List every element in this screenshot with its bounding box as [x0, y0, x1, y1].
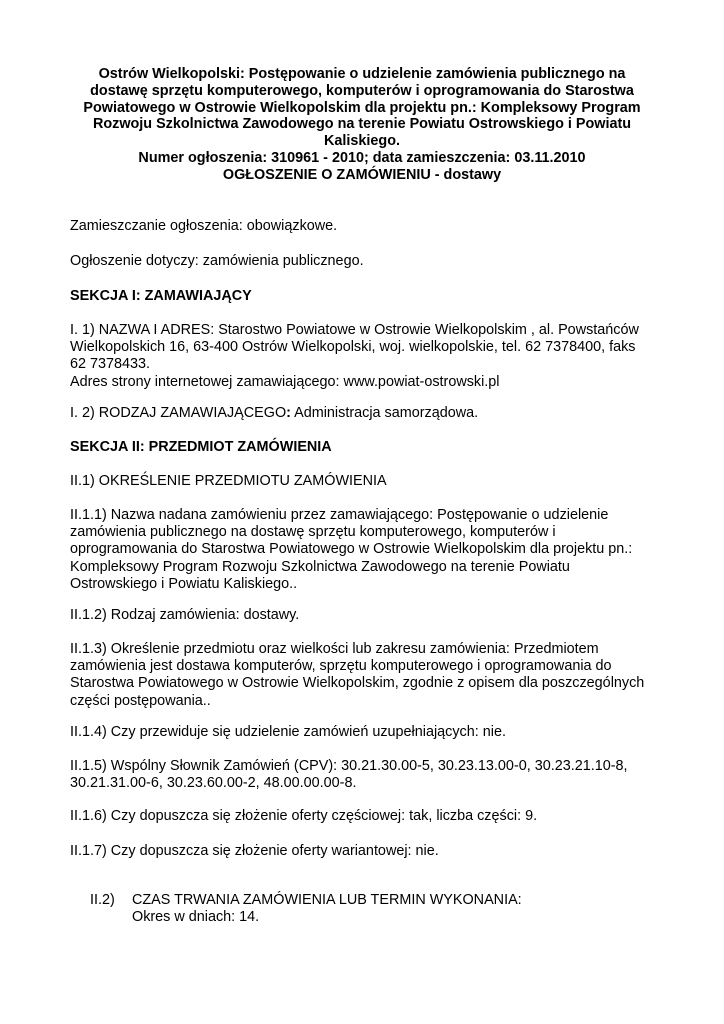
item-line: II.1.3) Określenie przedmiotu oraz wielkości lub zakresu zamówienia: Przedmiotem: [70, 641, 599, 657]
publication-mandatory: Zamieszczanie ogłoszenia: obowiązkowe.: [70, 218, 338, 234]
title-line: Ostrów Wielkopolski: Postępowanie o udzielenie zamówienia publicznego na: [98, 66, 626, 82]
item-line: Starostwa Powiatowego w Ostrowie Wielkopolskim, zgodnie z opisem dla poszczególnych: [70, 675, 645, 692]
title-line: Rozwoju Szkolnictwa Zawodowego na terenie Powiatu Ostrowskiego i Powiatu: [92, 116, 632, 133]
contracting-authority-address: [70, 322, 654, 391]
authority-type-value: Administracja samorządowa.: [290, 405, 479, 421]
section-2-heading: SEKCJA II: PRZEDMIOT ZAMÓWIENIA: [70, 439, 332, 455]
item-2-1-1: [70, 507, 654, 593]
address-line: Wielkopolskich 16, 63-400 Ostrów Wielkopolski, woj. wielkopolskie, tel. 62 7378400, faks: [70, 339, 636, 356]
subject-heading: II.1) OKREŚLENIE PRZEDMIOTU ZAMÓWIENIA: [70, 473, 387, 489]
item-line: 30.21.31.00-6, 30.23.60.00-2, 48.00.00.00-8.: [70, 775, 357, 792]
notice-number: Numer ogłoszenia: 310961 - 2010; data zamieszczenia: 03.11.2010: [138, 149, 586, 166]
item-2-2-number: II.2): [90, 892, 115, 908]
address-line: 62 7378433.: [70, 356, 151, 373]
authority-type-label: I. 2) RODZAJ ZAMAWIAJĄCEGO: [70, 405, 287, 421]
notice-header: [70, 66, 654, 184]
item-line: oprogramowania do Starostwa Powiatowego w Ostrowie Wielkopolskim dla projektu pn.:: [70, 541, 633, 558]
section-1-heading: SEKCJA I: ZAMAWIAJĄCY: [70, 288, 252, 304]
title-line: Powiatowego w Ostrowie Wielkopolskim dla projektu pn.: Kompleksowy Program: [83, 99, 641, 116]
item-line: II.1.1) Nazwa nadana zamówieniu przez zamawiającego: Postępowanie o udzielenie: [70, 507, 609, 523]
notice-concerns: Ogłoszenie dotyczy: zamówienia publicznego.: [70, 253, 364, 269]
item-line: części postępowania..: [70, 692, 211, 709]
item-line: Kompleksowy Program Rozwoju Szkolnictwa Zawodowego na terenie Powiatu: [70, 558, 570, 575]
item-2-1-7: II.1.7) Czy dopuszcza się złożenie oferty wariantowej: nie.: [70, 843, 439, 859]
address-line: I. 1) NAZWA I ADRES: Starostwo Powiatowe w Ostrowie Wielkopolskim , al. Powstańców: [70, 322, 639, 338]
item-2-1-4: II.1.4) Czy przewiduje się udzielenie zamówień uzupełniających: nie.: [70, 724, 506, 740]
website-line: Adres strony internetowej zamawiającego: www.powiat-ostrowski.pl: [70, 373, 500, 390]
item-2-1-3: [70, 641, 654, 710]
item-2-2-heading: CZAS TRWANIA ZAMÓWIENIA LUB TERMIN WYKONANIA:: [132, 892, 522, 908]
item-2-1-2: II.1.2) Rodzaj zamówienia: dostawy.: [70, 607, 300, 623]
notice-type: OGŁOSZENIE O ZAMÓWIENIU - dostawy: [222, 166, 502, 183]
item-2-2-value: Okres w dniach: 14.: [132, 909, 260, 925]
authority-type-colon: :: [286, 405, 291, 421]
authority-type: [70, 405, 654, 422]
title-line: dostawę sprzętu komputerowego, komputerów i oprogramowania do Starostwa: [90, 82, 634, 99]
item-line: Ostrowskiego i Powiatu Kaliskiego..: [70, 575, 298, 592]
title-line: Kaliskiego.: [324, 133, 400, 150]
item-line: zamówienia publicznego na dostawę sprzętu komputerowego, komputerów i: [70, 524, 556, 541]
item-line: II.1.5) Wspólny Słownik Zamówień (CPV): 30.21.30.00-5, 30.23.13.00-0, 30.23.21.10-8,: [70, 758, 628, 774]
item-2-1-5: [70, 758, 654, 792]
item-2-1-6: II.1.6) Czy dopuszcza się złożenie oferty częściowej: tak, liczba części: 9.: [70, 808, 538, 824]
item-line: zamówienia jest dostawa komputerów, sprzętu komputerowego i oprogramowania do: [70, 658, 612, 675]
